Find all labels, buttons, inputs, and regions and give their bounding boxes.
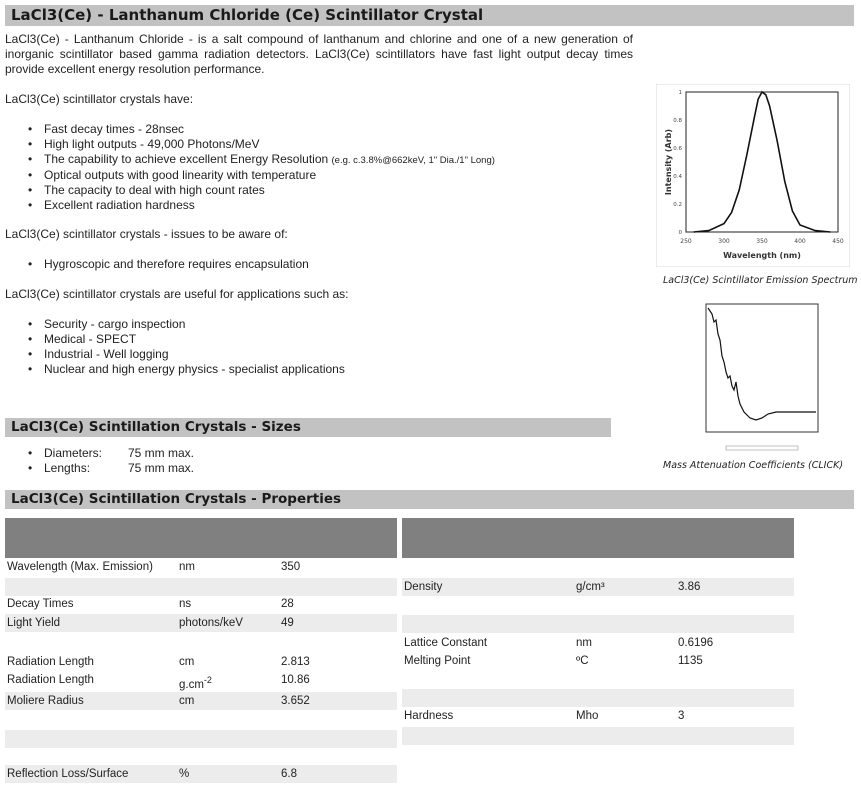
table-row-empty <box>402 727 794 745</box>
y-tick-label: 0 <box>678 230 682 236</box>
diameter-label: Diameters: <box>44 446 103 460</box>
prop-unit-base: g.cm <box>179 678 204 691</box>
table-row <box>5 692 397 710</box>
table-row <box>402 634 794 652</box>
prop-value: 1135 <box>678 655 703 667</box>
intro-paragraph: LaCl3(Ce) - Lanthanum Chloride - is a salt compound of lanthanum and chlorine and one of a new generation of inorganic scintillator based gamma radiation detectors. LaCl3(Ce) scintillators have fast light output decay times provide excellent energy resolution performance. <box>5 32 633 76</box>
prop-name: Light Yield <box>7 617 61 629</box>
have-list <box>0 122 495 213</box>
uses-list <box>0 317 345 377</box>
prop-name: Radiation Length <box>7 674 94 686</box>
x-tick-label: 250 <box>680 238 692 245</box>
attenuation-thumbnail[interactable] <box>696 300 826 457</box>
y-axis-label: Intensity (Arb) <box>664 128 673 196</box>
x-axis-label: Wavelength (nm) <box>723 251 801 260</box>
prop-name: Reflection Loss/Surface <box>7 768 129 780</box>
prop-value: 0.6196 <box>678 637 714 649</box>
have-heading: LaCl3(Ce) scintillator crystals have: <box>5 92 194 106</box>
table-row-empty <box>5 578 397 596</box>
emission-caption: LaCl3(Ce) Scintillator Emission Spectrum <box>663 275 858 286</box>
prop-unit: cm <box>179 656 195 668</box>
list-item <box>0 152 495 168</box>
x-tick-label: 300 <box>718 238 730 245</box>
list-item: • High light outputs - 49,000 Photons/MeV <box>0 137 495 152</box>
issues-list <box>0 257 309 272</box>
prop-name: Radiation Length <box>7 656 94 668</box>
prop-name: Density <box>404 581 443 593</box>
list-item-text: The capability to achieve excellent Energy Resolution <box>44 152 329 166</box>
table-row-empty <box>402 615 794 633</box>
table-row-empty <box>5 730 397 748</box>
issues-heading: LaCl3(Ce) scintillator crystals - issues to be aware of: <box>5 227 288 241</box>
table-row <box>5 558 397 576</box>
prop-unit: cm <box>179 695 195 707</box>
prop-name: Hardness <box>404 710 454 722</box>
prop-name: Decay Times <box>7 598 74 610</box>
x-tick-label: 400 <box>794 238 806 245</box>
sizes-list <box>0 446 194 476</box>
prop-value: 49 <box>281 617 294 629</box>
uses-heading: LaCl3(Ce) scintillator crystals are useful for applications such as: <box>5 287 349 301</box>
prop-name: Moliere Radius <box>7 695 84 707</box>
list-item: • Security - cargo inspection <box>0 317 345 332</box>
thumbnail-bg <box>696 300 826 457</box>
table-row <box>402 652 794 670</box>
list-item <box>0 446 194 461</box>
prop-name: Wavelength (Max. Emission) <box>7 561 153 573</box>
prop-value: 3.86 <box>678 581 701 593</box>
y-tick-label: 0.6 <box>673 146 682 152</box>
prop-unit: Mho <box>576 710 599 722</box>
page-title: LaCl3(Ce) - Lanthanum Chloride (Ce) Scintillator Crystal <box>5 5 854 26</box>
sizes-heading: LaCl3(Ce) Scintillation Crystals - Sizes <box>5 418 611 437</box>
prop-value: 28 <box>281 598 294 610</box>
length-label: Lengths: <box>44 461 91 475</box>
list-item: • Hygroscopic and therefore requires encapsulation <box>0 257 309 272</box>
list-item: • Industrial - Well logging <box>0 347 345 362</box>
diameter-value: 75 mm max. <box>128 446 195 460</box>
prop-name: Melting Point <box>404 655 471 667</box>
prop-value: 350 <box>281 561 301 573</box>
prop-name: Lattice Constant <box>404 637 488 649</box>
prop-unit: nm <box>179 561 195 573</box>
prop-value: 6.8 <box>281 768 297 780</box>
prop-unit-sup: -2 <box>203 675 212 685</box>
prop-unit: nm <box>576 637 592 649</box>
attenuation-caption[interactable]: Mass Attenuation Coefficients (CLICK) <box>663 460 844 471</box>
emission-spectrum-chart[interactable] <box>656 84 850 267</box>
table-row <box>5 653 397 671</box>
prop-unit: ns <box>179 598 192 610</box>
list-item: • Nuclear and high energy physics - specialist applications <box>0 362 345 377</box>
right-table-header <box>402 518 794 558</box>
prop-unit: % <box>179 768 190 780</box>
table-row <box>5 765 397 783</box>
list-item <box>0 461 194 476</box>
list-item: • Excellent radiation hardness <box>0 198 495 213</box>
y-tick-label: 1 <box>678 90 682 96</box>
y-tick-label: 0.4 <box>673 174 682 180</box>
table-row <box>5 595 397 613</box>
table-row <box>5 614 397 632</box>
list-item: • The capacity to deal with high count rates <box>0 183 495 198</box>
prop-unit: ºC <box>576 655 589 667</box>
left-table-header <box>5 518 397 558</box>
y-tick-label: 0.8 <box>673 118 682 124</box>
length-value: 75 mm max. <box>128 461 195 475</box>
left-properties-table <box>5 558 397 786</box>
table-row <box>402 578 794 596</box>
right-properties-table <box>402 558 794 748</box>
energy-note: (e.g. c.3.8%@662keV, 1" Dia./1" Long) <box>331 155 495 166</box>
prop-unit: photons/keV <box>179 617 243 629</box>
prop-value: 3.652 <box>281 695 310 707</box>
list-item: • Optical outputs with good linearity with temperature <box>0 168 495 183</box>
x-tick-label: 350 <box>756 238 768 245</box>
prop-value: 10.86 <box>281 674 310 686</box>
table-row-empty <box>402 689 794 707</box>
x-tick-label: 450 <box>832 238 844 245</box>
y-tick-label: 0.2 <box>673 202 682 208</box>
table-row <box>5 671 397 689</box>
list-item: • Medical - SPECT <box>0 332 345 347</box>
properties-heading: LaCl3(Ce) Scintillation Crystals - Properties <box>5 490 854 509</box>
prop-value: 2.813 <box>281 656 310 668</box>
prop-unit <box>179 671 212 694</box>
list-item: • Fast decay times - 28nsec <box>0 122 495 137</box>
prop-value: 3 <box>678 710 685 722</box>
table-row <box>402 707 794 725</box>
prop-unit: g/cm³ <box>576 581 605 593</box>
